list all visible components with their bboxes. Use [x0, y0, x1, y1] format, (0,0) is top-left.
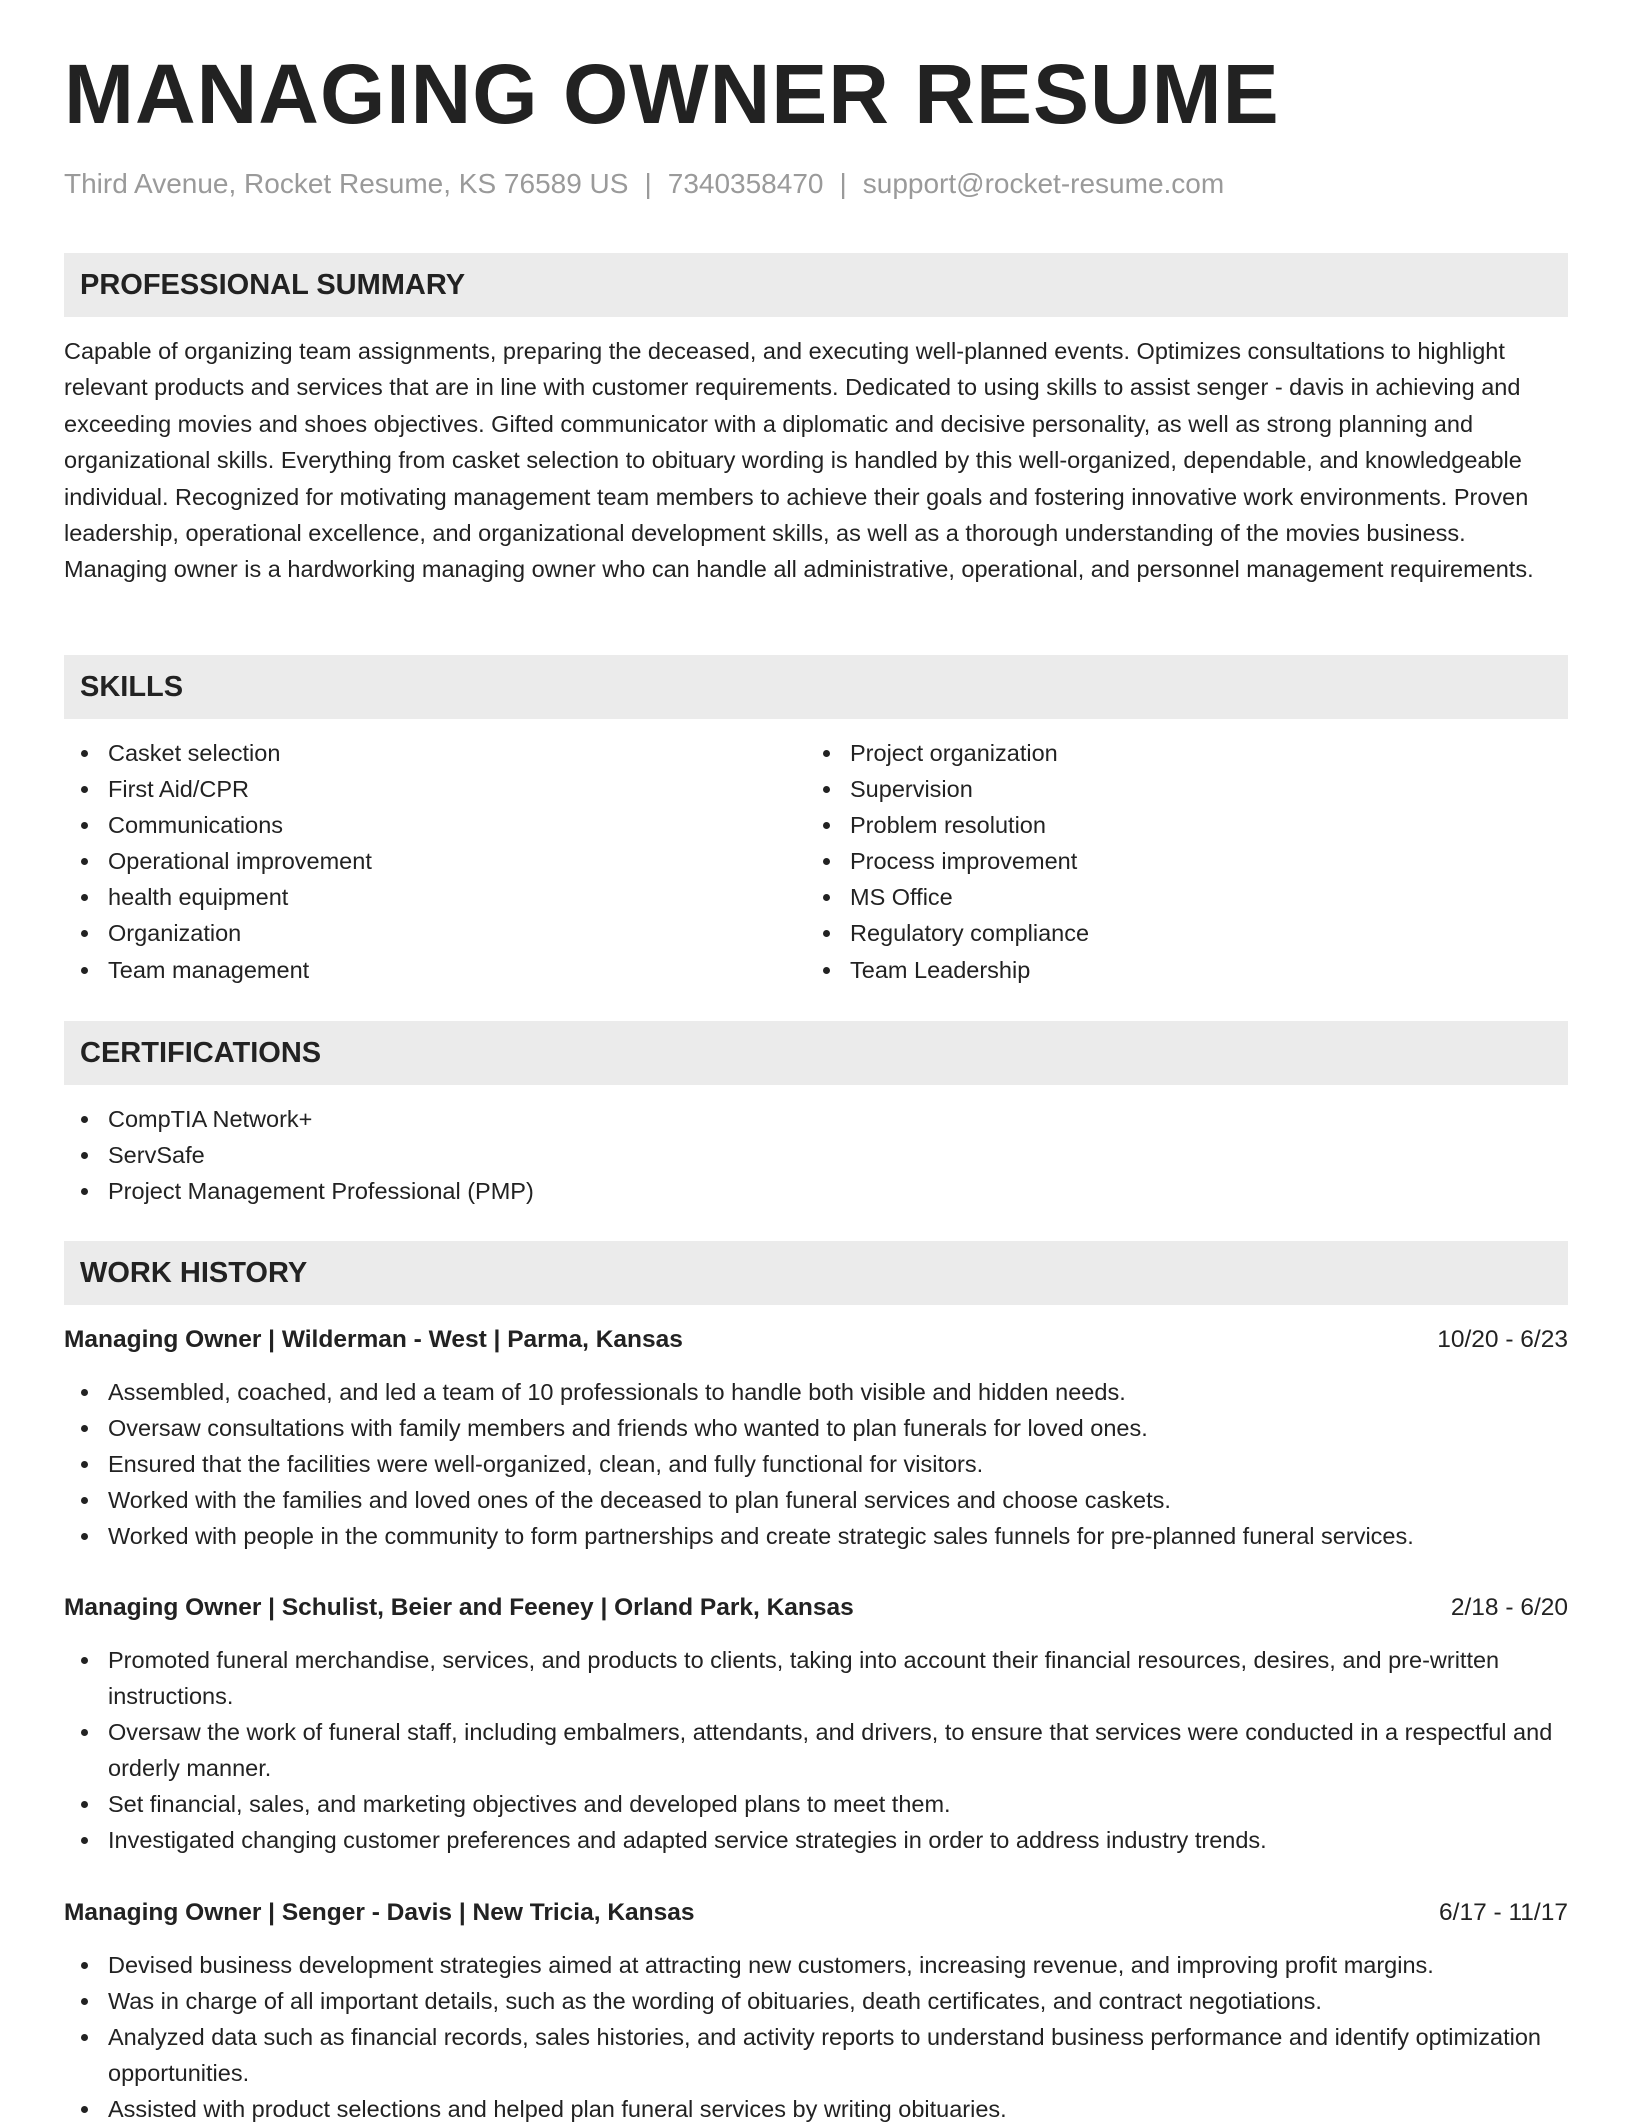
section-heading-work-history: WORK HISTORY	[64, 1241, 1568, 1305]
contact-separator: |	[644, 168, 652, 199]
job-bullet: Worked with the families and loved ones of the deceased to plan funeral services and choose caskets.	[64, 1482, 1568, 1518]
contact-address: Third Avenue, Rocket Resume, KS 76589 US	[64, 168, 629, 199]
job-entry	[64, 1590, 1568, 1858]
job-bullets	[64, 1947, 1568, 2127]
skill-item: Casket selection	[64, 735, 764, 771]
skill-item: Operational improvement	[64, 843, 764, 879]
job-bullet: Assembled, coached, and led a team of 10 professionals to handle both visible and hidden needs.	[64, 1374, 1568, 1410]
skill-item: Organization	[64, 915, 764, 951]
job-dates: 6/17 - 11/17	[1439, 1899, 1568, 1926]
skill-item: Process improvement	[806, 843, 1506, 879]
skill-item: Problem resolution	[806, 807, 1506, 843]
skill-item: MS Office	[806, 879, 1506, 915]
job-title: Managing Owner | Senger - Davis | New Tricia, Kansas	[64, 1899, 695, 1926]
job-header	[64, 1590, 1568, 1626]
job-header	[64, 1322, 1568, 1358]
job-bullet: Ensured that the facilities were well-organized, clean, and fully functional for visitors.	[64, 1446, 1568, 1482]
job-bullets	[64, 1642, 1568, 1858]
job-bullet: Analyzed data such as financial records, sales histories, and activity reports to understand business performance and identify optimization opportunities.	[64, 2019, 1568, 2091]
job-header	[64, 1895, 1568, 1931]
job-bullets	[64, 1374, 1568, 1554]
skill-item: First Aid/CPR	[64, 771, 764, 807]
job-entry	[64, 1895, 1568, 2127]
skill-item: Regulatory compliance	[806, 915, 1506, 951]
certification-item: CompTIA Network+	[64, 1101, 1568, 1137]
resume-title: MANAGING OWNER RESUME	[64, 47, 1280, 141]
job-bullet: Assisted with product selections and helped plan funeral services by writing obituaries.	[64, 2091, 1568, 2127]
contact-separator: |	[839, 168, 847, 199]
contact-email: support@rocket-resume.com	[862, 168, 1225, 199]
skills-list-right	[806, 735, 1506, 988]
certifications-list	[64, 1101, 1568, 1209]
job-bullet: Oversaw consultations with family members and friends who wanted to plan funerals for loved ones.	[64, 1410, 1568, 1446]
job-dates: 2/18 - 6/20	[1450, 1594, 1568, 1621]
job-bullet: Investigated changing customer preferences and adapted service strategies in order to address industry trends.	[64, 1822, 1568, 1858]
certification-item: Project Management Professional (PMP)	[64, 1173, 1568, 1209]
skill-item: Supervision	[806, 771, 1506, 807]
certification-item: ServSafe	[64, 1137, 1568, 1173]
summary-text: Capable of organizing team assignments, preparing the deceased, and executing well-planned events. Optimizes consultations to highlight relevant products and services that are in line with customer requirements. Dedicated to using skills to assist senger - davis in achieving and exceeding movies and shoes objectives. Gifted communicator with a diplomatic and decisive personality, as well as strong planning and organizational skills. Everything from casket selection to obituary wording is handled by this well-organized, dependable, and knowledgeable individual. Recognized for motivating management team members to achieve their goals and fostering innovative work environments. Proven leadership, operational excellence, and organizational development skills, as well as a thorough understanding of the movies business. Managing owner is a hardworking managing owner who can handle all administrative, operational, and personnel management requirements.	[64, 338, 1534, 583]
section-heading-certifications: CERTIFICATIONS	[64, 1021, 1568, 1085]
job-bullet: Promoted funeral merchandise, services, and products to clients, taking into account their financial resources, desires, and pre-written instructions.	[64, 1642, 1568, 1714]
job-dates: 10/20 - 6/23	[1437, 1326, 1568, 1353]
job-bullet: Set financial, sales, and marketing objectives and developed plans to meet them.	[64, 1786, 1568, 1822]
skills-list-left	[64, 735, 764, 988]
job-bullet: Worked with people in the community to form partnerships and create strategic sales funnels for pre-planned funeral services.	[64, 1518, 1568, 1554]
skill-item: health equipment	[64, 879, 764, 915]
job-title: Managing Owner | Schulist, Beier and Feeney | Orland Park, Kansas	[64, 1594, 854, 1621]
job-bullet: Was in charge of all important details, such as the wording of obituaries, death certificates, and contract negotiations.	[64, 1983, 1568, 2019]
contact-line	[64, 167, 1224, 201]
contact-phone: 7340358470	[667, 168, 824, 199]
skill-item: Communications	[64, 807, 764, 843]
job-bullet: Devised business development strategies aimed at attracting new customers, increasing revenue, and improving profit margins.	[64, 1947, 1568, 1983]
section-heading-skills: SKILLS	[64, 655, 1568, 719]
job-title: Managing Owner | Wilderman - West | Parma, Kansas	[64, 1326, 683, 1353]
skill-item: Team Leadership	[806, 952, 1506, 988]
job-bullet: Oversaw the work of funeral staff, including embalmers, attendants, and drivers, to ensure that services were conducted in a respectful and orderly manner.	[64, 1714, 1568, 1786]
section-heading-summary: PROFESSIONAL SUMMARY	[64, 253, 1568, 317]
job-entry	[64, 1322, 1568, 1554]
skill-item: Project organization	[806, 735, 1506, 771]
skill-item: Team management	[64, 952, 764, 988]
